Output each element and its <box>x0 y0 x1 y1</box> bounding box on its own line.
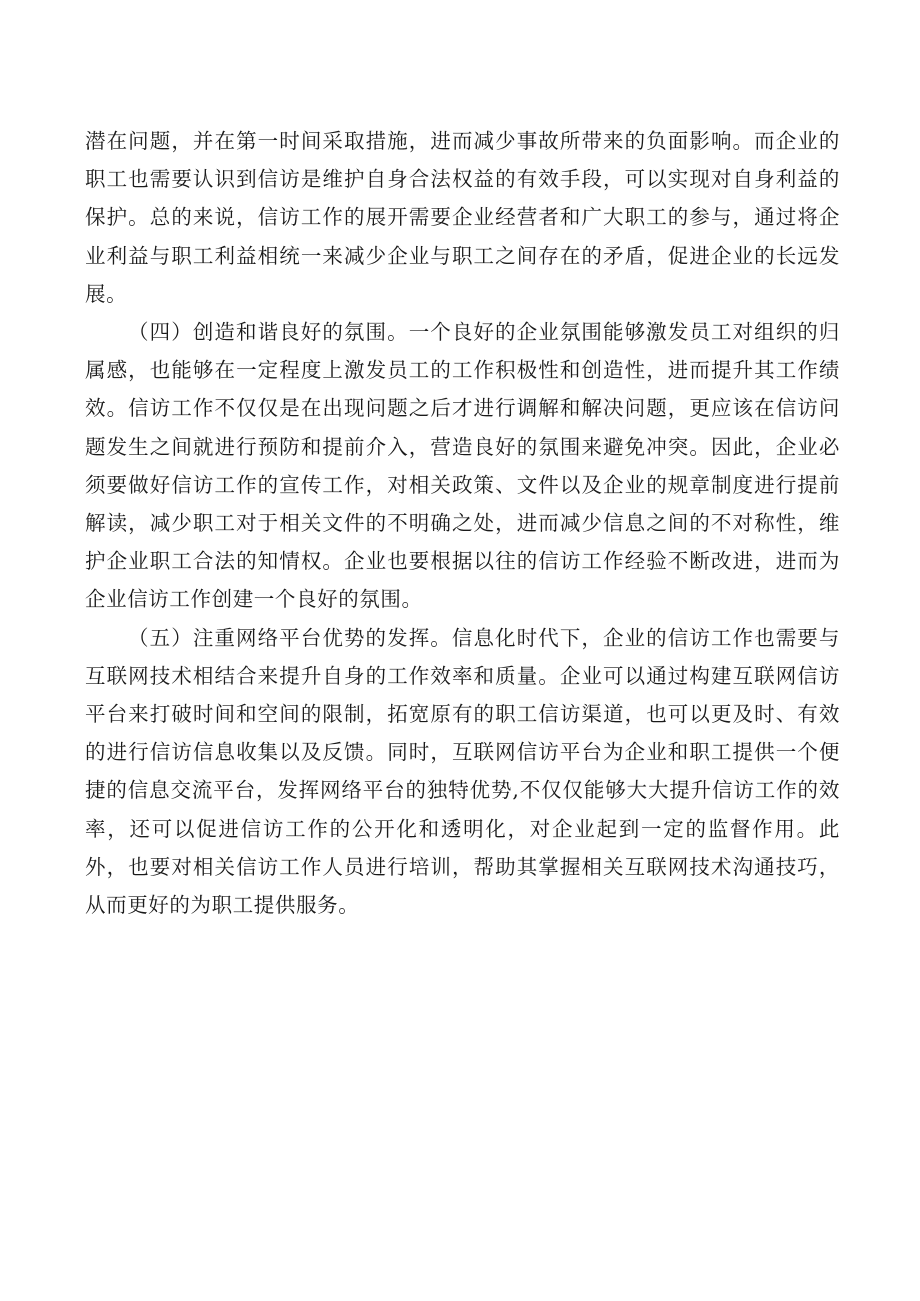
paragraph-section-five: （五）注重网络平台优势的发挥。信息化时代下，企业的信访工作也需要与互联网技术相结合来提升自身的工作效率和质量。企业可以通过构建互联网信访平台来打破时间和空间的限制，拓宽原有的职工信访渠道，也可以更及时、有效的进行信访信息收集以及反馈。同时，互联网信访平台为企业和职工提供一个便捷的信息交流平台，发挥网络平台的独特优势,不仅仅能够大大提升信访工作的效率，还可以促进信访工作的公开化和透明化，对企业起到一定的监督作用。此外，也要对相关信访工作人员进行培训，帮助其掌握相关互联网技术沟通技巧，从而更好的为职工提供服务。 <box>85 625 840 918</box>
paragraph-continuation: 潜在问题，并在第一时间采取措施，进而减少事故所带来的负面影响。而企业的职工也需要认识到信访是维护自身合法权益的有效手段，可以实现对自身利益的保护。总的来说，信访工作的展开需要企业经营者和广大职工的参与，通过将企业利益与职工利益相统一来减少企业与职工之间存在的矛盾，促进企业的长远发展。 <box>85 129 840 306</box>
paragraph-section-four: （四）创造和谐良好的氛围。一个良好的企业氛围能够激发员工对组织的归属感，也能够在一定程度上激发员工的工作积极性和创造性，进而提升其工作绩效。信访工作不仅仅是在出现问题之后才进行调解和解决问题，更应该在信访问题发生之间就进行预防和提前介入，营造良好的氛围来避免冲突。因此，企业必须要做好信访工作的宣传工作，对相关政策、文件以及企业的规章制度进行提前解读，减少职工对于相关文件的不明确之处，进而减少信息之间的不对称性，维护企业职工合法的知情权。企业也要根据以往的信访工作经验不断改进，进而为企业信访工作创建一个良好的氛围。 <box>85 320 840 612</box>
document-body <box>85 122 840 924</box>
